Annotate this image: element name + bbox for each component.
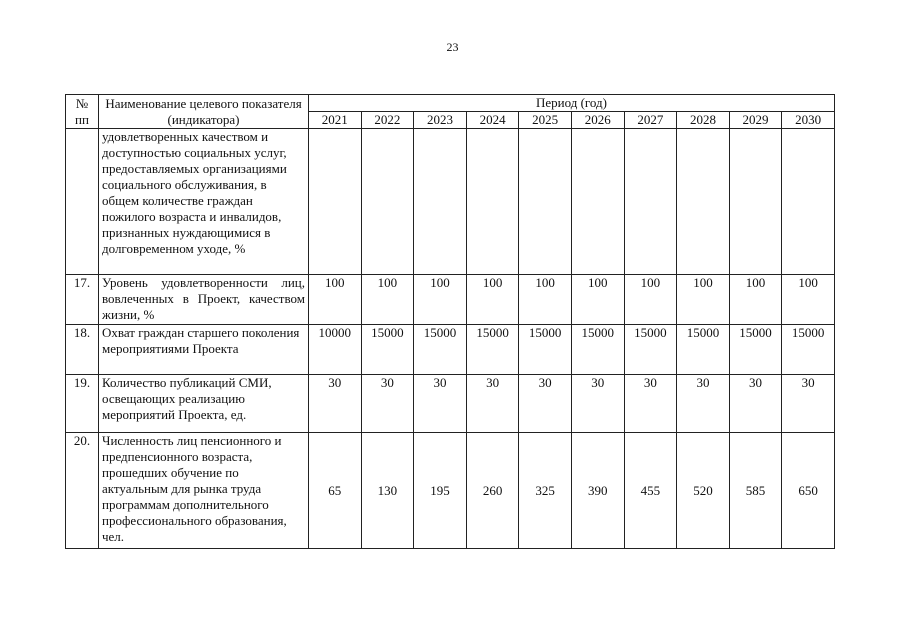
header-name: Наименование целевого показателя (индикатора) <box>99 95 309 129</box>
page-number: 23 <box>446 40 459 54</box>
header-year: 2024 <box>466 112 519 129</box>
row-value: 30 <box>729 375 782 433</box>
row-value <box>414 129 467 275</box>
row-name: Уровень удовлетворенности лиц, вовлеченных в Проект, качеством жизни, % <box>99 275 309 325</box>
row-value <box>361 129 414 275</box>
table-row <box>66 275 835 325</box>
row-value: 15000 <box>519 325 572 375</box>
row-value: 455 <box>624 433 677 549</box>
row-name: Численность лиц пенсионного и предпенсионного возраста, прошедших обучение по актуальным для рынка труда программам дополнительного профессионального образования, чел. <box>99 433 309 549</box>
header-num <box>66 95 99 129</box>
table-row <box>66 129 835 275</box>
header-year: 2021 <box>309 112 362 129</box>
row-value <box>519 129 572 275</box>
table-row <box>66 325 835 375</box>
row-value <box>729 129 782 275</box>
header-year: 2030 <box>782 112 835 129</box>
header-row-top <box>66 95 835 112</box>
row-value: 195 <box>414 433 467 549</box>
row-value: 390 <box>571 433 624 549</box>
header-year: 2026 <box>571 112 624 129</box>
row-value: 30 <box>677 375 730 433</box>
table-row <box>66 375 835 433</box>
row-value: 650 <box>782 433 835 549</box>
header-period: Период (год) <box>309 95 835 112</box>
row-value: 15000 <box>571 325 624 375</box>
row-value: 30 <box>782 375 835 433</box>
row-value <box>466 129 519 275</box>
indicators-table <box>65 94 835 549</box>
row-value: 100 <box>309 275 362 325</box>
header-num-line1: № <box>75 95 89 111</box>
row-value: 10000 <box>309 325 362 375</box>
row-value: 30 <box>466 375 519 433</box>
row-value: 585 <box>729 433 782 549</box>
row-value: 15000 <box>414 325 467 375</box>
row-value <box>571 129 624 275</box>
header-year: 2022 <box>361 112 414 129</box>
row-name: Количество публикаций СМИ, освещающих реализацию мероприятий Проекта, ед. <box>99 375 309 433</box>
header-year: 2027 <box>624 112 677 129</box>
row-num: 17. <box>66 275 99 325</box>
header-num-line2: пп <box>75 111 89 127</box>
row-value <box>624 129 677 275</box>
row-num: 20. <box>66 433 99 549</box>
row-value: 260 <box>466 433 519 549</box>
row-value: 15000 <box>782 325 835 375</box>
row-value: 15000 <box>624 325 677 375</box>
header-year: 2028 <box>677 112 730 129</box>
row-value: 15000 <box>677 325 730 375</box>
row-value: 30 <box>624 375 677 433</box>
row-num: 19. <box>66 375 99 433</box>
header-year: 2025 <box>519 112 572 129</box>
row-value: 100 <box>571 275 624 325</box>
row-name: Охват граждан старшего поколения мероприятиями Проекта <box>99 325 309 375</box>
row-value: 520 <box>677 433 730 549</box>
row-value: 65 <box>309 433 362 549</box>
row-value: 130 <box>361 433 414 549</box>
row-value: 30 <box>309 375 362 433</box>
row-value: 100 <box>729 275 782 325</box>
row-value: 30 <box>361 375 414 433</box>
row-value <box>309 129 362 275</box>
row-value: 325 <box>519 433 572 549</box>
row-value: 15000 <box>466 325 519 375</box>
row-num: 18. <box>66 325 99 375</box>
table-row <box>66 433 835 549</box>
row-value: 100 <box>361 275 414 325</box>
row-value: 30 <box>414 375 467 433</box>
row-name: удовлетворенных качеством и доступностью социальных услуг, предоставляемых организациями социального обслуживания, в общем количестве граждан пожилого возраста и инвалидов, признанных нуждающимися в долговременном уходе, % <box>99 129 309 275</box>
row-value: 30 <box>519 375 572 433</box>
row-value: 100 <box>414 275 467 325</box>
row-value: 15000 <box>361 325 414 375</box>
row-value: 100 <box>624 275 677 325</box>
row-value: 100 <box>466 275 519 325</box>
header-year: 2029 <box>729 112 782 129</box>
row-value <box>782 129 835 275</box>
row-value: 30 <box>571 375 624 433</box>
row-value <box>677 129 730 275</box>
row-num <box>66 129 99 275</box>
row-value: 100 <box>519 275 572 325</box>
row-value: 100 <box>782 275 835 325</box>
row-value: 15000 <box>729 325 782 375</box>
row-value: 100 <box>677 275 730 325</box>
header-year: 2023 <box>414 112 467 129</box>
